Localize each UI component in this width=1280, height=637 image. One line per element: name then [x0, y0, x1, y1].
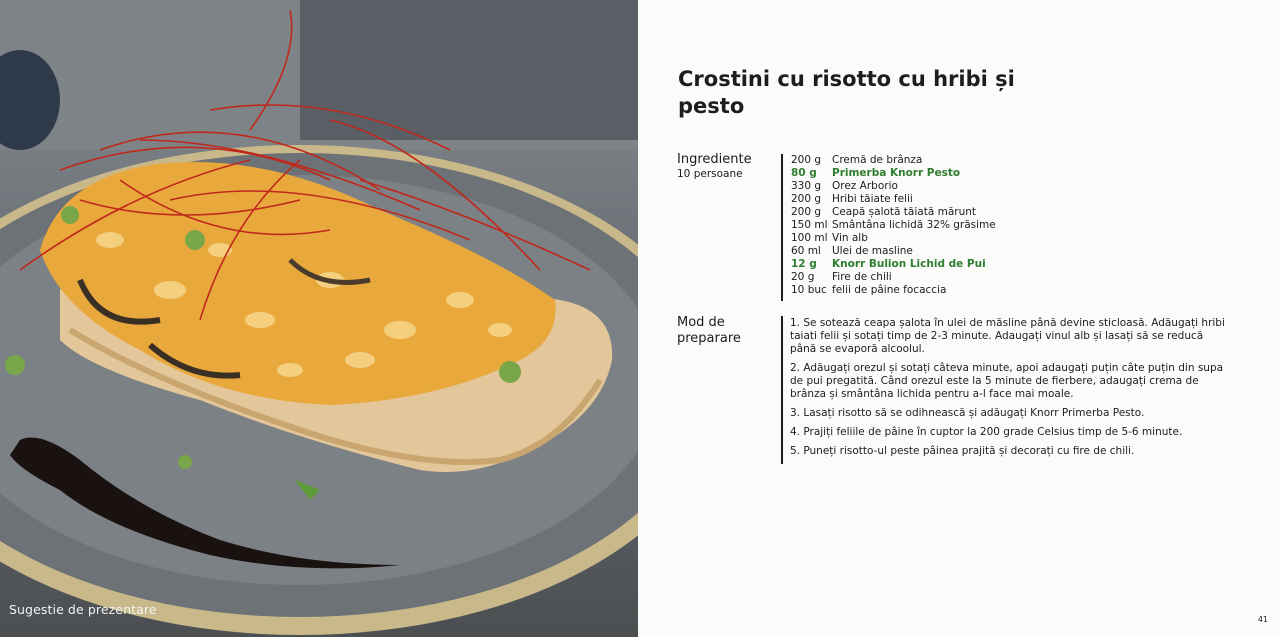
- ingredient-quantity: 150 ml: [791, 219, 828, 231]
- method-divider: [781, 316, 783, 464]
- ingredient-quantity: 200 g: [791, 154, 822, 166]
- ingredient-name: Knorr Bulion Lichid de Pui: [832, 258, 986, 270]
- recipe-photo: [0, 0, 638, 637]
- ingredient-quantity: 60 ml: [791, 245, 821, 257]
- ingredient-row: [791, 219, 996, 232]
- method-step: 4. Prajiți feliile de pâine în cuptor la 200 grade Celsius timp de 5-6 minute.: [790, 426, 1183, 438]
- method-step: 3. Lasați risotto să se odihnească și adăugați Knorr Primerba Pesto.: [790, 407, 1145, 419]
- ingredients-label: Ingrediente: [677, 152, 752, 167]
- ingredient-name: Vin alb: [832, 232, 868, 244]
- ingredient-row: [791, 258, 996, 271]
- ingredient-name: Cremă de brânza: [832, 154, 923, 166]
- method-steps: [790, 317, 1230, 464]
- ingredient-name: Orez Arborio: [832, 180, 898, 192]
- ingredient-name: Ulei de masline: [832, 245, 913, 257]
- ingredient-name: Smântâna lichidă 32% grăsime: [832, 219, 996, 231]
- ingredient-quantity: 200 g: [791, 193, 822, 205]
- ingredient-row: [791, 167, 996, 180]
- method-step: 5. Puneți risotto-ul peste pâinea prajită și decorați cu fire de chili.: [790, 445, 1135, 457]
- photo-caption: Sugestie de prezentare: [9, 602, 157, 617]
- ingredient-row: [791, 154, 996, 167]
- ingredient-quantity: 100 ml: [791, 232, 828, 244]
- ingredient-quantity: 10 buc: [791, 284, 827, 296]
- method-step: 1. Se sotează ceapa șalota în ulei de măsline până devine sticloasă. Adăugați hribi taiati felii și sotați timp de 2-3 minute. Adaugați vinul alb și lasați să se reducă până se evaporă alcoolul.: [790, 317, 1225, 355]
- ingredient-row: [791, 206, 996, 219]
- ingredient-quantity: 80 g: [791, 167, 817, 179]
- ingredient-name: Primerba Knorr Pesto: [832, 167, 961, 179]
- ingredient-name: felii de pâine focaccia: [832, 284, 947, 296]
- ingredient-quantity: 12 g: [791, 258, 817, 270]
- ingredient-row: [791, 180, 996, 193]
- ingredient-name: Fire de chili: [832, 271, 892, 283]
- ingredient-row: [791, 284, 996, 297]
- ingredient-name: Hribi tăiate felii: [832, 193, 913, 205]
- ingredient-row: [791, 271, 996, 284]
- recipe-page: [638, 0, 1280, 637]
- method-step: 2. Adăugați orezul și sotați câteva minute, apoi adaugați puțin câte puțin din supa de pui pregatită. Când orezul este la 5 minute de fierbere, adaugați crema de brânza și smântâna lichida pentru a-l face mai moale.: [790, 362, 1224, 400]
- ingredient-quantity: 330 g: [791, 180, 822, 192]
- ingredient-row: [791, 245, 996, 258]
- recipe-title: Crostini cu risotto cu hribi și pesto: [678, 67, 1015, 118]
- ingredient-name: Ceapă șalotă tăiată mărunt: [832, 206, 976, 218]
- ingredient-row: [791, 193, 996, 206]
- ingredients-divider: [781, 154, 783, 301]
- method-label-line1: Mod de: [677, 315, 725, 330]
- ingredients-list: [791, 154, 996, 297]
- crostini-illustration: [0, 0, 638, 637]
- servings: 10 persoane: [677, 168, 743, 180]
- method-label-line2: preparare: [677, 331, 741, 346]
- ingredient-quantity: 20 g: [791, 271, 815, 283]
- ingredient-quantity: 200 g: [791, 206, 822, 218]
- ingredient-row: [791, 232, 996, 245]
- page-number: 41: [1257, 615, 1268, 624]
